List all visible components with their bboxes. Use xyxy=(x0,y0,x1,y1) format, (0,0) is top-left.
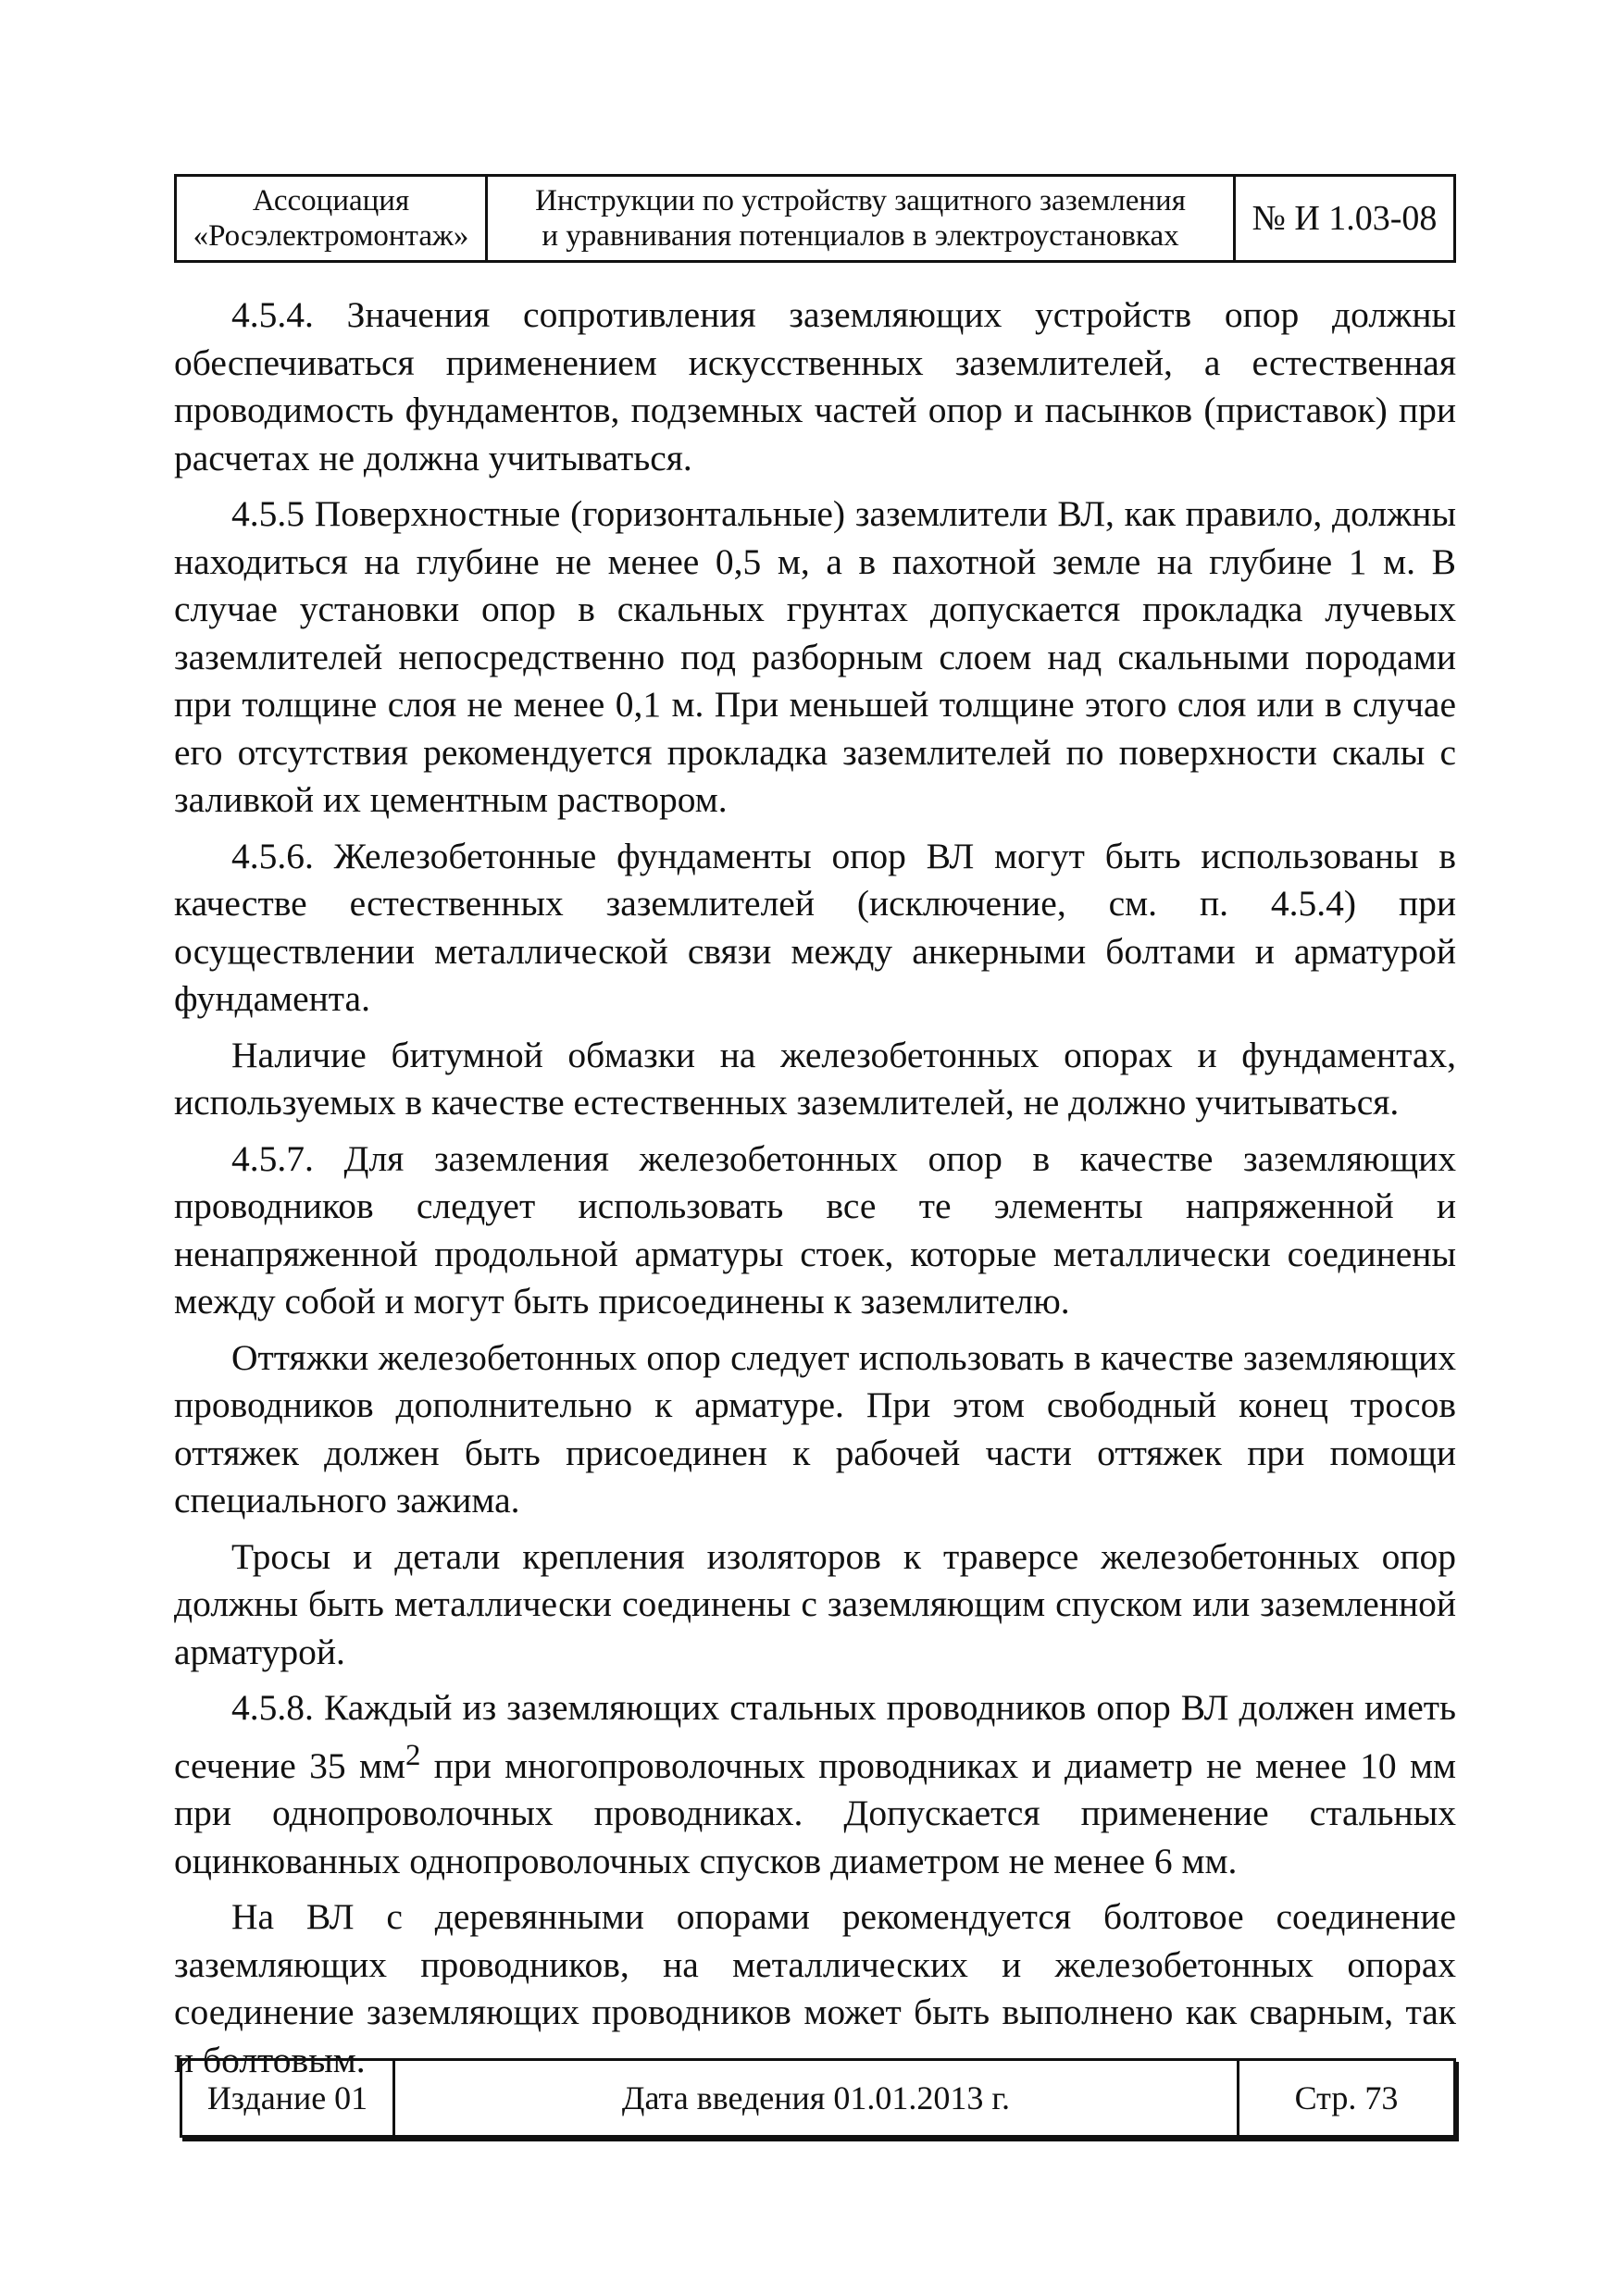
org-name-line2: «Росэлектромонтаж» xyxy=(193,219,469,253)
footer-page-number: Стр. 73 xyxy=(1294,2079,1399,2116)
p458-superscript: 2 xyxy=(405,1738,421,1772)
footer-date: Дата введения 01.01.2013 г. xyxy=(395,2061,1239,2135)
page-body xyxy=(174,292,1456,2092)
paragraph-insulator-fastening: Тросы и детали крепления изоляторов к траверсе железобетонных опор должны быть металлически соединены с заземляющим спуском или заземленной арматурой. xyxy=(174,1535,1456,1672)
paragraph-guy-wires: Оттяжки железобетонных опор следует использовать в качестве заземляющих проводников дополнительно к арматуре. При этом свободный конец тросов оттяжек должен быть присоединен к рабочей части оттяжек при помощи специального зажима. xyxy=(174,1336,1456,1520)
paragraph-4-5-5: 4.5.5 Поверхностные (горизонтальные) заземлители ВЛ, как правило, должны находиться на глубине не менее 0,5 м, а в пахотной земле на глубине 1 м. В случае установки опор в скальных грунтах допускается прокладка лучевых заземлителей непосредственно под разборным слоем над скальными породами при толщине слоя не менее 0,1 м. При меньшей толщине этого слоя или в случае его отсутствия рекомендуется прокладка заземлителей по поверхности скалы с заливкой их цементным раствором. xyxy=(174,493,1456,820)
header-organization xyxy=(177,177,488,260)
org-name-line1: Ассоциация xyxy=(252,184,410,217)
paragraph-4-5-7: 4.5.7. Для заземления железобетонных опор в качестве заземляющих проводников следует использовать все те элементы напряженной и ненапряженной продольной арматуры стоек, которые металлически соединены между собой и могут быть присоединены к заземлителю. xyxy=(174,1137,1456,1322)
header-document-number xyxy=(1236,177,1453,260)
paragraph-bitumen-note: Наличие битумной обмазки на железобетонных опорах и фундаментах, используемых в качестве естественных заземлителей, не должно учитываться. xyxy=(174,1034,1456,1123)
paragraph-4-5-4: 4.5.4. Значения сопротивления заземляющих устройств опор должны обеспечиваться применением искусственных заземлителей, а естественная проводимость фундаментов, подземных частей опор и пасынков (приставок) при расчетах не должна учитываться. xyxy=(174,294,1456,478)
doc-number: № И 1.03-08 xyxy=(1252,199,1438,238)
paragraph-4-5-8 xyxy=(174,1684,1456,1885)
doc-title-line1: Инструкции по устройству защитного заземления xyxy=(535,184,1186,217)
doc-title-line2: и уравнивания потенциалов в электроустановках xyxy=(542,219,1179,253)
paragraph-wooden-supports: На ВЛ с деревянными опорами рекомендуется болтовое соединение заземляющих проводников, на металлических и железобетонных опорах соединение заземляющих проводников может быть выполнено как сварным, так и болтовым. xyxy=(174,1896,1456,2080)
paragraph-4-5-6: 4.5.6. Железобетонные фундаменты опор ВЛ могут быть использованы в качестве естественных заземлителей (исключение, см. п. 4.5.4) при осуществлении металлической связи между анкерными болтами и арматурой фундамента. xyxy=(174,835,1456,1019)
p458-text-end: при многопроволочных проводниках и диаметр не менее 10 мм при однопроволочных проводниках. Допускается применение стальных оцинкованных однопроволочных спусков диаметром не менее 6 мм. xyxy=(174,1744,1456,1881)
footer-edition: Издание 01 xyxy=(182,2061,395,2135)
p458-text-start: 4.5.8. Каждый из заземляющих стальных проводников опор ВЛ должен иметь сечение 35 мм xyxy=(174,1687,1456,1786)
header-table xyxy=(174,174,1456,263)
footer-table xyxy=(180,2058,1456,2138)
header-document-title xyxy=(488,177,1236,260)
